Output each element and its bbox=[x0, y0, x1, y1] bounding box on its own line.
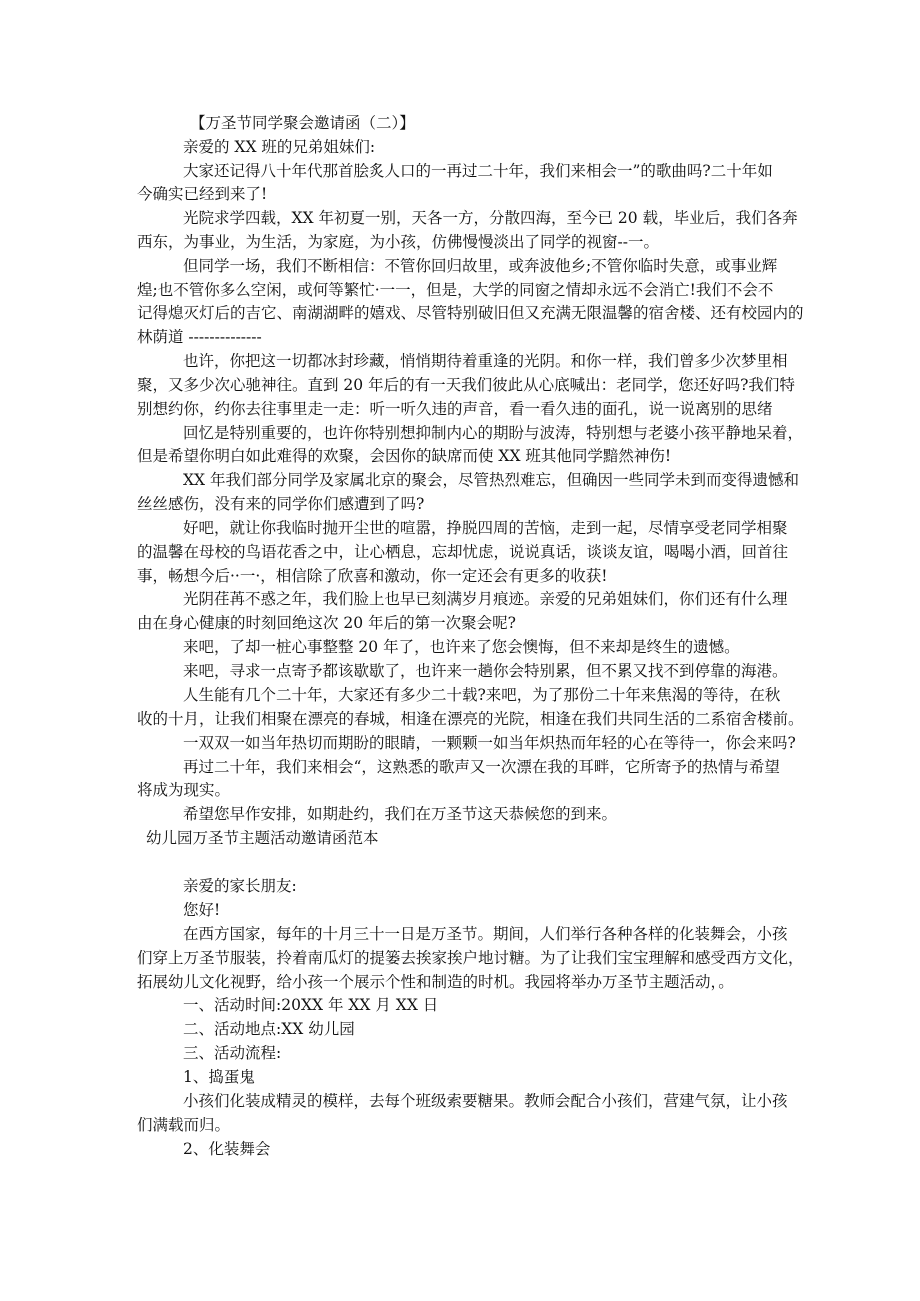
text-line: 记得熄灭灯后的吉它、南湖湖畔的嬉戏、尽管特别破旧但又充满无限温馨的宿舍楼、还有校园内的 bbox=[137, 304, 804, 322]
text-line: 二、活动地点:XX 幼儿园 bbox=[183, 1020, 355, 1038]
text-line: 来吧，了却一桩心事整整 20 年了，也许来了您会懊悔，但不来却是终生的遗憾。 bbox=[183, 638, 740, 656]
text-line: 2、化装舞会 bbox=[183, 1140, 271, 1158]
text-line: 由在身心健康的时刻回绝这次 20 年后的第一次聚会呢? bbox=[137, 614, 516, 632]
text-line: 林荫道 -------------- bbox=[137, 328, 262, 346]
text-line: 好吧，就让你我临时抛开尘世的喧嚣，挣脱四周的苦恼，走到一起，尽情享受老同学相聚 bbox=[183, 519, 788, 537]
text-line: 聚，又多少次心驰神往。直到 20 年后的有一天我们彼此从心底喊出：老同学，您还好吗?我们特 bbox=[137, 376, 795, 394]
text-line: 一、活动时间:20XX 年 XX 月 XX 日 bbox=[183, 996, 439, 1014]
text-line: 1、捣蛋鬼 bbox=[183, 1068, 255, 1086]
text-line: 将成为现实。 bbox=[137, 781, 231, 799]
text-line: 亲爱的 XX 班的兄弟姐妹们: bbox=[183, 138, 376, 156]
invitation-title-2: 幼儿园万圣节主题活动邀请函范本 bbox=[146, 829, 379, 847]
text-line: 也许，你把这一切都冰封珍藏，悄悄期待着重逢的光阴。和你一样，我们曾多少次梦里相 bbox=[183, 352, 788, 370]
text-line: 西东，为事业，为生活，为家庭，为小孩，仿佛慢慢淡出了同学的视窗--一。 bbox=[137, 233, 659, 251]
invitation-title-1: 【万圣节同学聚会邀请函（二）】 bbox=[190, 114, 415, 132]
text-line: 您好! bbox=[183, 901, 221, 919]
text-line: 再过二十年，我们来相会“，这熟悉的歌声又一次漂在我的耳畔，它所寄予的热情与希望 bbox=[183, 758, 780, 776]
text-line: 小孩们化装成精灵的模样，去每个班级索要糖果。教师会配合小孩们，营建气氛，让小孩 bbox=[183, 1092, 788, 1110]
text-line: 们穿上万圣节服装，拎着南瓜灯的提篓去挨家挨户地讨糖。为了让我们宝宝理解和感受西方文化， bbox=[137, 949, 804, 967]
text-line: 人生能有几个二十年，大家还有多少二十载?来吧，为了那份二十年来焦渴的等待，在秋 bbox=[183, 686, 781, 704]
text-line: 丝丝感伤，没有来的同学你们感遭到了吗? bbox=[137, 495, 425, 513]
text-line: 回忆是特别重要的，也许你特别想抑制内心的期盼与波涛，特别想与老婆小孩平静地呆着， bbox=[183, 424, 804, 442]
text-line: 光阴荏苒不惑之年，我们脸上也早已刻满岁月痕迹。亲爱的兄弟姐妹们，你们还有什么理 bbox=[183, 590, 788, 608]
text-line: 希望您早作安排，如期赴约，我们在万圣节这天恭候您的到来。 bbox=[183, 805, 618, 823]
text-line: 在西方国家，每年的十月三十一日是万圣节。期间，人们举行各种各样的化装舞会，小孩 bbox=[183, 925, 788, 943]
text-line: 今确实已经到来了! bbox=[137, 185, 268, 203]
text-line: 拓展幼儿文化视野，给小孩一个展示个性和制造的时机。我园将举办万圣节主题活动，。 bbox=[137, 973, 734, 991]
text-line: 一双双一如当年热切而期盼的眼睛，一颗颗一如当年炽热而年轻的心在等待一，你会来吗? bbox=[183, 734, 796, 752]
text-line: 光院求学四载，XX 年初夏一别，天各一方，分散四海，至今已 20 载，毕业后，我们各奔 bbox=[183, 209, 798, 227]
text-line: 们满载而归。 bbox=[137, 1116, 231, 1134]
text-line: 三、活动流程: bbox=[183, 1044, 282, 1062]
text-line: 亲爱的家长朋友: bbox=[183, 877, 297, 895]
text-line: 但是希望你明白如此难得的欢聚，会因你的缺席而使 XX 班其他同学黯然神伤! bbox=[137, 447, 672, 465]
text-line: 别想约你，约你去往事里走一走：听一听久违的声音，看一看久违的面孔，说一说离别的思绪 bbox=[137, 400, 773, 418]
text-line: 事，畅想今后··一·，相信除了欣喜和激动，你一定还会有更多的收获! bbox=[137, 567, 608, 585]
text-line: 大家还记得八十年代那首脍炙人口的一再过二十年，我们来相会一”的歌曲吗?二十年如 bbox=[183, 162, 773, 180]
text-line: XX 年我们部分同学及家属北京的聚会，尽管热烈难忘，但确因一些同学未到而变得遗憾和 bbox=[183, 471, 799, 489]
text-line: 收的十月，让我们相聚在漂亮的春城，相逢在漂亮的光院，相逢在我们共同生活的二系宿舍楼前。 bbox=[137, 710, 804, 728]
text-line: 来吧，寻求一点寄予都该歇歇了，也许来一趟你会特别累，但不累又找不到停靠的海港。 bbox=[183, 662, 788, 680]
text-line: 但同学一场，我们不断相信：不管你回归故里，或奔波他乡;不管你临时失意，或事业辉 bbox=[183, 257, 778, 275]
text-line: 煌;也不管你多么空闲，或何等繁忙·一一，但是，大学的同窗之情却永远不会消亡!我们不会不 bbox=[137, 281, 774, 299]
text-line: 的温馨在母校的鸟语花香之中，让心栖息，忘却忧虑，说说真话，谈谈友谊，喝喝小酒，回首往 bbox=[137, 543, 789, 561]
